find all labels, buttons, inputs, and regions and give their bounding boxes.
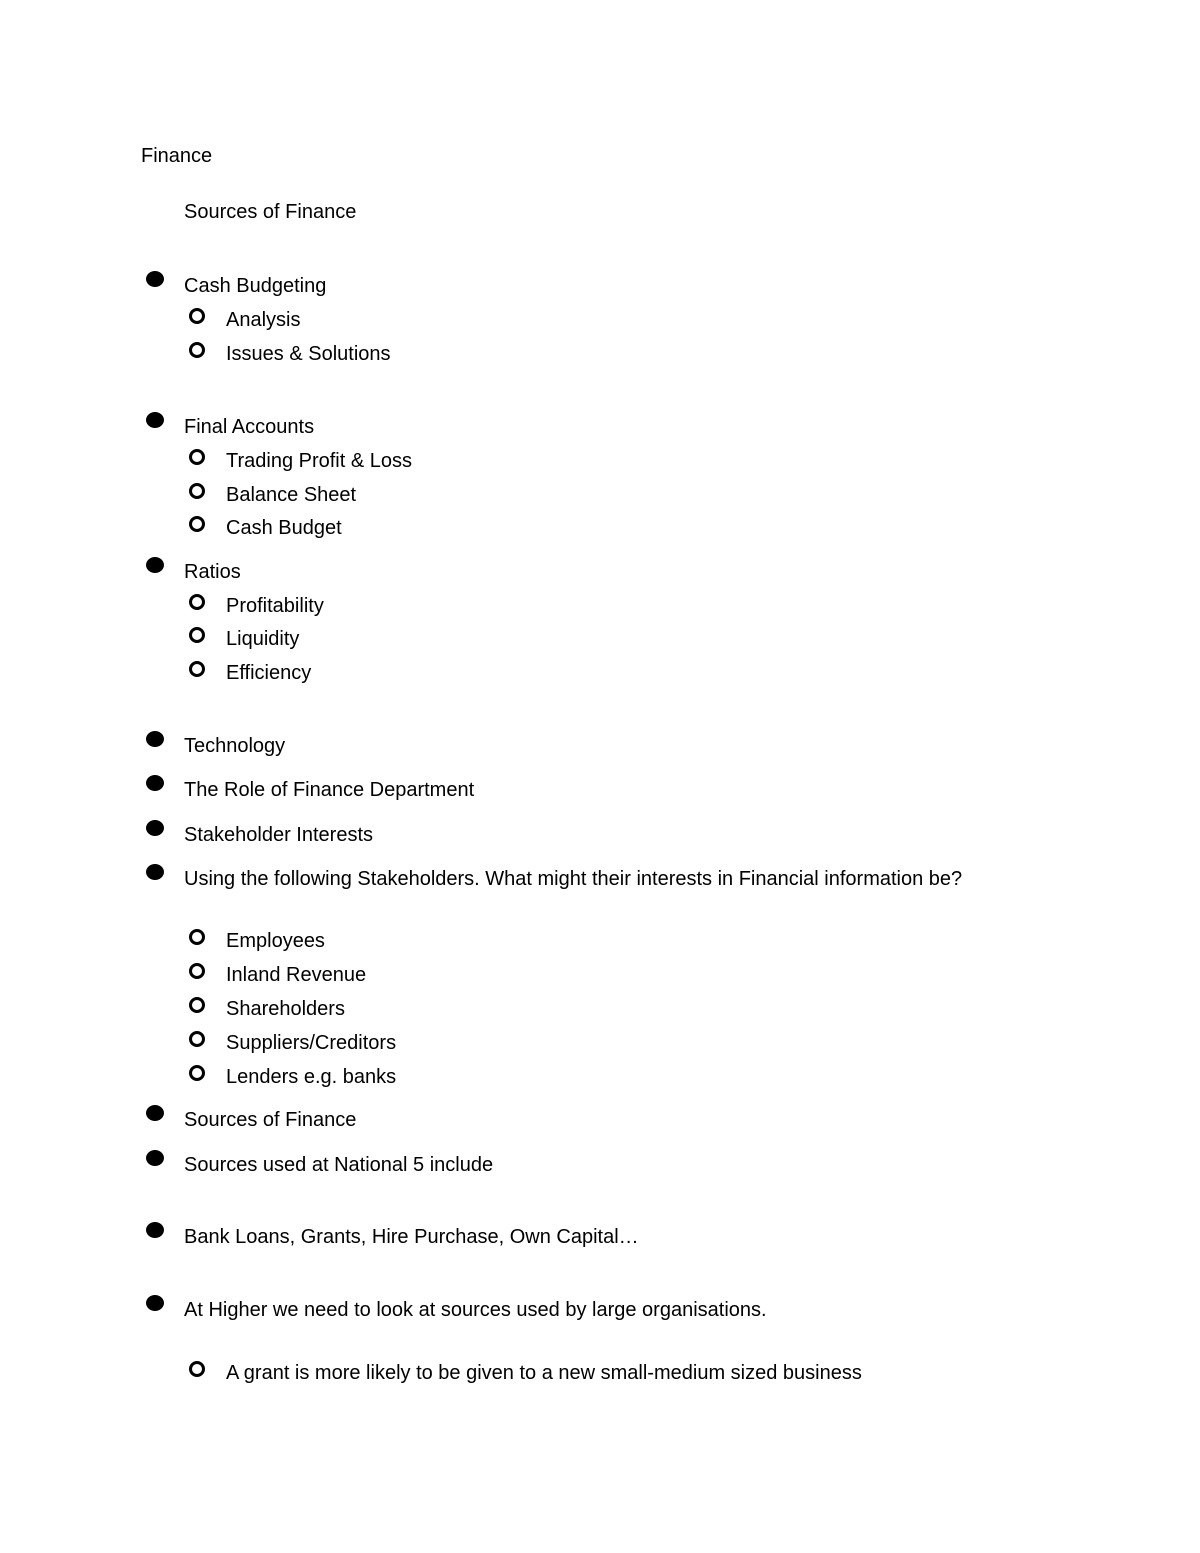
filled-bullet-icon xyxy=(146,557,164,573)
list-item: Bank Loans, Grants, Hire Purchase, Own Capital… xyxy=(184,1226,639,1248)
filled-bullet-icon xyxy=(146,820,164,836)
list-item: Sources of Finance xyxy=(184,1109,357,1131)
sub-list-item: Issues & Solutions xyxy=(226,343,391,365)
sub-list-item: Profitability xyxy=(226,595,324,617)
hollow-bullet-icon xyxy=(189,342,205,358)
filled-bullet-icon xyxy=(146,864,164,880)
filled-bullet-icon xyxy=(146,775,164,791)
sub-list-item: Inland Revenue xyxy=(226,964,367,986)
document-title: Finance xyxy=(141,145,213,167)
list-item: Final Accounts xyxy=(184,416,315,438)
filled-bullet-icon xyxy=(146,1295,164,1311)
hollow-bullet-icon xyxy=(189,483,205,499)
sub-list-item: Suppliers/Creditors xyxy=(226,1032,397,1054)
list-item: Technology xyxy=(184,735,286,757)
hollow-bullet-icon xyxy=(189,1031,205,1047)
list-item: Using the following Stakeholders. What might their interests in Financial information be? xyxy=(184,868,963,890)
sub-list-item: Cash Budget xyxy=(226,517,342,539)
sub-list-item: Analysis xyxy=(226,309,301,331)
hollow-bullet-icon xyxy=(189,594,205,610)
filled-bullet-icon xyxy=(146,731,164,747)
sub-list-item: Lenders e.g. banks xyxy=(226,1066,397,1088)
list-item: Ratios xyxy=(184,561,241,583)
filled-bullet-icon xyxy=(146,412,164,428)
filled-bullet-icon xyxy=(146,1222,164,1238)
filled-bullet-icon xyxy=(146,1105,164,1121)
list-item: Cash Budgeting xyxy=(184,275,327,297)
filled-bullet-icon xyxy=(146,1150,164,1166)
sub-list-item: A grant is more likely to be given to a new small-medium sized business xyxy=(226,1362,862,1384)
sub-list-item: Balance Sheet xyxy=(226,484,357,506)
hollow-bullet-icon xyxy=(189,661,205,677)
document-subtitle: Sources of Finance xyxy=(184,201,357,223)
hollow-bullet-icon xyxy=(189,1361,205,1377)
sub-list-item: Trading Profit & Loss xyxy=(226,450,413,472)
sub-list-item: Liquidity xyxy=(226,628,300,650)
sub-list-item: Efficiency xyxy=(226,662,312,684)
hollow-bullet-icon xyxy=(189,627,205,643)
hollow-bullet-icon xyxy=(189,308,205,324)
list-item: At Higher we need to look at sources used by large organisations. xyxy=(184,1299,767,1321)
hollow-bullet-icon xyxy=(189,449,205,465)
list-item: Stakeholder Interests xyxy=(184,824,373,846)
list-item: Sources used at National 5 include xyxy=(184,1154,494,1176)
sub-list-item: Shareholders xyxy=(226,998,345,1020)
filled-bullet-icon xyxy=(146,271,164,287)
hollow-bullet-icon xyxy=(189,997,205,1013)
list-item: The Role of Finance Department xyxy=(184,779,475,801)
hollow-bullet-icon xyxy=(189,516,205,532)
sub-list-item: Employees xyxy=(226,930,325,952)
hollow-bullet-icon xyxy=(189,929,205,945)
hollow-bullet-icon xyxy=(189,963,205,979)
hollow-bullet-icon xyxy=(189,1065,205,1081)
